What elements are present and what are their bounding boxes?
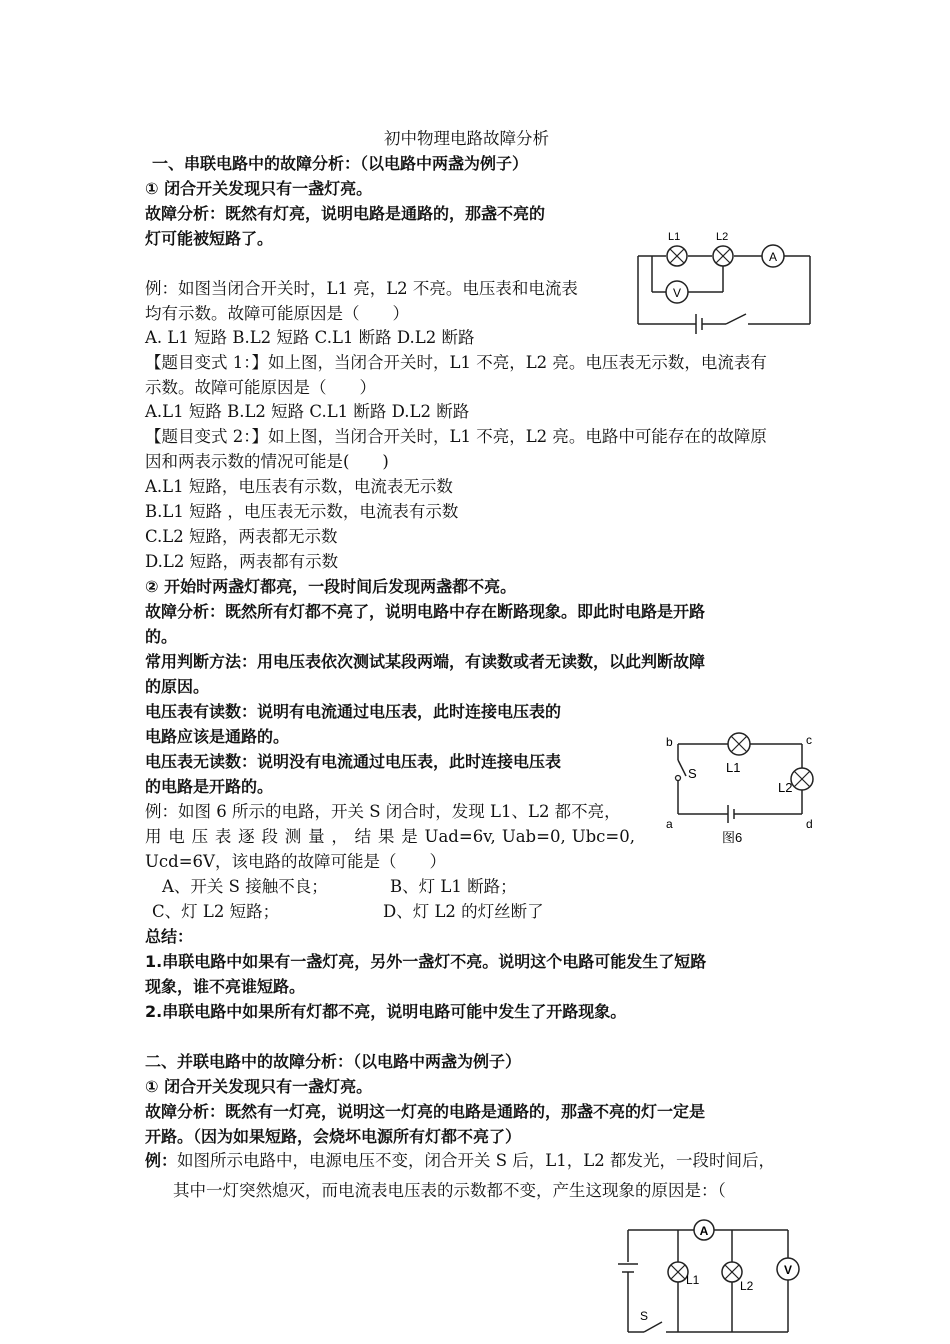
case2-option-d: D、灯 L2 的灯丝断了 [383,902,544,921]
variant1-line-2: 示数。故障可能原因是（ ） [145,378,376,397]
lamp-l2-icon [791,768,813,790]
case2-option-a: A、开关 S 接触不良； [162,877,328,896]
series-circuit-figure-6 [660,732,820,850]
fig6-c-label: c [806,733,812,747]
method-1: 常用判断方法：用电压表依次测试某段两端，有读数或者无读数，以此判断故障 [145,652,706,671]
method-2: 的原因。 [145,677,210,696]
page-title: 初中物理电路故障分析 [384,129,549,148]
lamp-l2-icon [713,246,733,266]
fig1-l2-label: L2 [716,231,729,243]
case2-option-b: B、灯 L1 断路； [390,877,517,896]
section1-heading: 一、串联电路中的故障分析：（以电路中两盏为例子） [152,154,529,173]
sec2-case1-title: ① 闭合开关发现只有一盏灯亮。 [145,1077,373,1096]
fig3-l1-label: L1 [686,1273,700,1287]
parallel-circuit-figure [610,1216,810,1340]
ammeter-icon [762,245,784,267]
voltmeter-icon [666,281,688,303]
lamp-l2-icon [722,1262,742,1282]
fig1-l1-label: L1 [668,231,681,243]
ammeter-icon [694,1220,714,1240]
lamp-l1-icon [667,246,687,266]
variant2-option-d: D.L2 短路，两表都有示数 [145,552,339,571]
section2-heading: 二、并联电路中的故障分析：（以电路中两盏为例子） [145,1052,522,1071]
no-reading-1: 电压表无读数：说明没有电流通过电压表，此时连接电压表 [145,752,562,771]
case1-title: ① 闭合开关发现只有一盏灯亮。 [145,179,373,198]
fig6-a-label: a [666,817,673,831]
fig3-s-label: S [640,1309,649,1323]
variant1-line-1: 【题目变式 1：】如上图，当闭合开关时，L1 不亮，L2 亮。电压表无示数，电流表有 [145,353,767,372]
fig6-caption: 图6 [722,830,743,845]
no-reading-2: 的电路是开路的。 [145,777,274,796]
sec2-example-2: 其中一灯突然熄灭，而电流表电压表的示数都不变，产生这现象的原因是：（ [173,1181,726,1200]
summary-1: 1.串联电路中如果有一盏灯亮，另外一盏灯不亮。说明这个电路可能发生了短路 [145,952,707,971]
has-reading-2: 电路应该是通路的。 [145,727,290,746]
summary-1b: 现象，谁不亮谁短路。 [145,977,306,996]
case2-example-1: 例：如图 6 所示的电路，开关 S 闭合时，发现 L1、L2 都不亮， [145,802,621,821]
voltmeter-icon [777,1258,799,1280]
fig6-b-label: b [666,735,673,749]
case1-example-2: 均有示数。故障可能原因是（ ） [145,304,409,323]
case1-options: A. L1 短路 B.L2 短路 C.L1 断路 D.L2 断路 [145,328,475,347]
variant2-line-2: 因和两表示数的情况可能是( ) [145,452,389,471]
case2-analysis-1: 故障分析：既然所有灯都不亮了，说明电路中存在断路现象。即此时电路是开路 [145,602,706,621]
variant2-line-1: 【题目变式 2：】如上图，当闭合开关时，L1 不亮，L2 亮。电路中可能存在的故障原 [145,427,767,446]
fig6-l2-label: L2 [778,780,793,795]
variant2-option-b: B.L1 短路 ，电压表无示数，电流表有示数 [145,502,459,521]
case2-title: ② 开始时两盏灯都亮，一段时间后发现两盏都不亮。 [145,577,517,596]
case2-example-2: 用 电 压 表 逐 段 测 量 ， 结 果 是 Uad=6v, Uab=0, Ubc=0, [145,827,635,846]
variant2-option-c: C.L2 短路，两表都无示数 [145,527,338,546]
case1-example-1: 例：如图当闭合开关时，L1 亮，L2 不亮。电压表和电流表 [145,279,578,298]
variant2-option-a: A.L1 短路，电压表有示数，电流表无示数 [145,477,453,496]
summary-2: 2.串联电路中如果所有灯都不亮，说明电路可能中发生了开路现象。 [145,1002,627,1021]
voltmeter-label: V [672,286,682,300]
fig6-d-label: d [806,817,813,831]
summary-label: 总结： [145,927,194,946]
sec2-analysis-2: 开路。（因为如果短路，会烧坏电源所有灯都不亮了） [145,1127,522,1146]
case2-option-c: C、灯 L2 短路； [152,902,280,921]
series-circuit-figure-1 [630,226,820,336]
case2-example-3: Ucd=6V，该电路的故障可能是（ ） [145,852,446,871]
case1-analysis-2: 灯可能被短路了。 [145,229,274,248]
fig3-l2-label: L2 [740,1279,754,1293]
lamp-l1-icon [668,1262,688,1282]
case2-analysis-2: 的。 [145,627,178,646]
has-reading-1: 电压表有读数：说明有电流通过电压表，此时连接电压表的 [145,702,562,721]
sec2-example-label: 例： [145,1151,178,1170]
fig6-s-label: S [688,766,697,781]
sec2-example-1: 如图所示电路中，电源电压不变，闭合开关 S 后，L1，L2 都发光，一段时间后， [177,1151,775,1170]
fig3-ammeter-label: A [699,1224,709,1238]
fig6-l1-label: L1 [726,760,741,775]
sec2-analysis-1: 故障分析：既然有一灯亮，说明这一灯亮的电路是通路的，那盏不亮的灯一定是 [145,1102,706,1121]
variant1-options: A.L1 短路 B.L2 短路 C.L1 断路 D.L2 断路 [145,402,470,421]
fig3-voltmeter-label: V [783,1263,793,1277]
case1-analysis-1: 故障分析：既然有灯亮，说明电路是通路的，那盏不亮的 [145,204,546,223]
lamp-l1-icon [728,733,750,755]
ammeter-label: A [768,250,778,264]
